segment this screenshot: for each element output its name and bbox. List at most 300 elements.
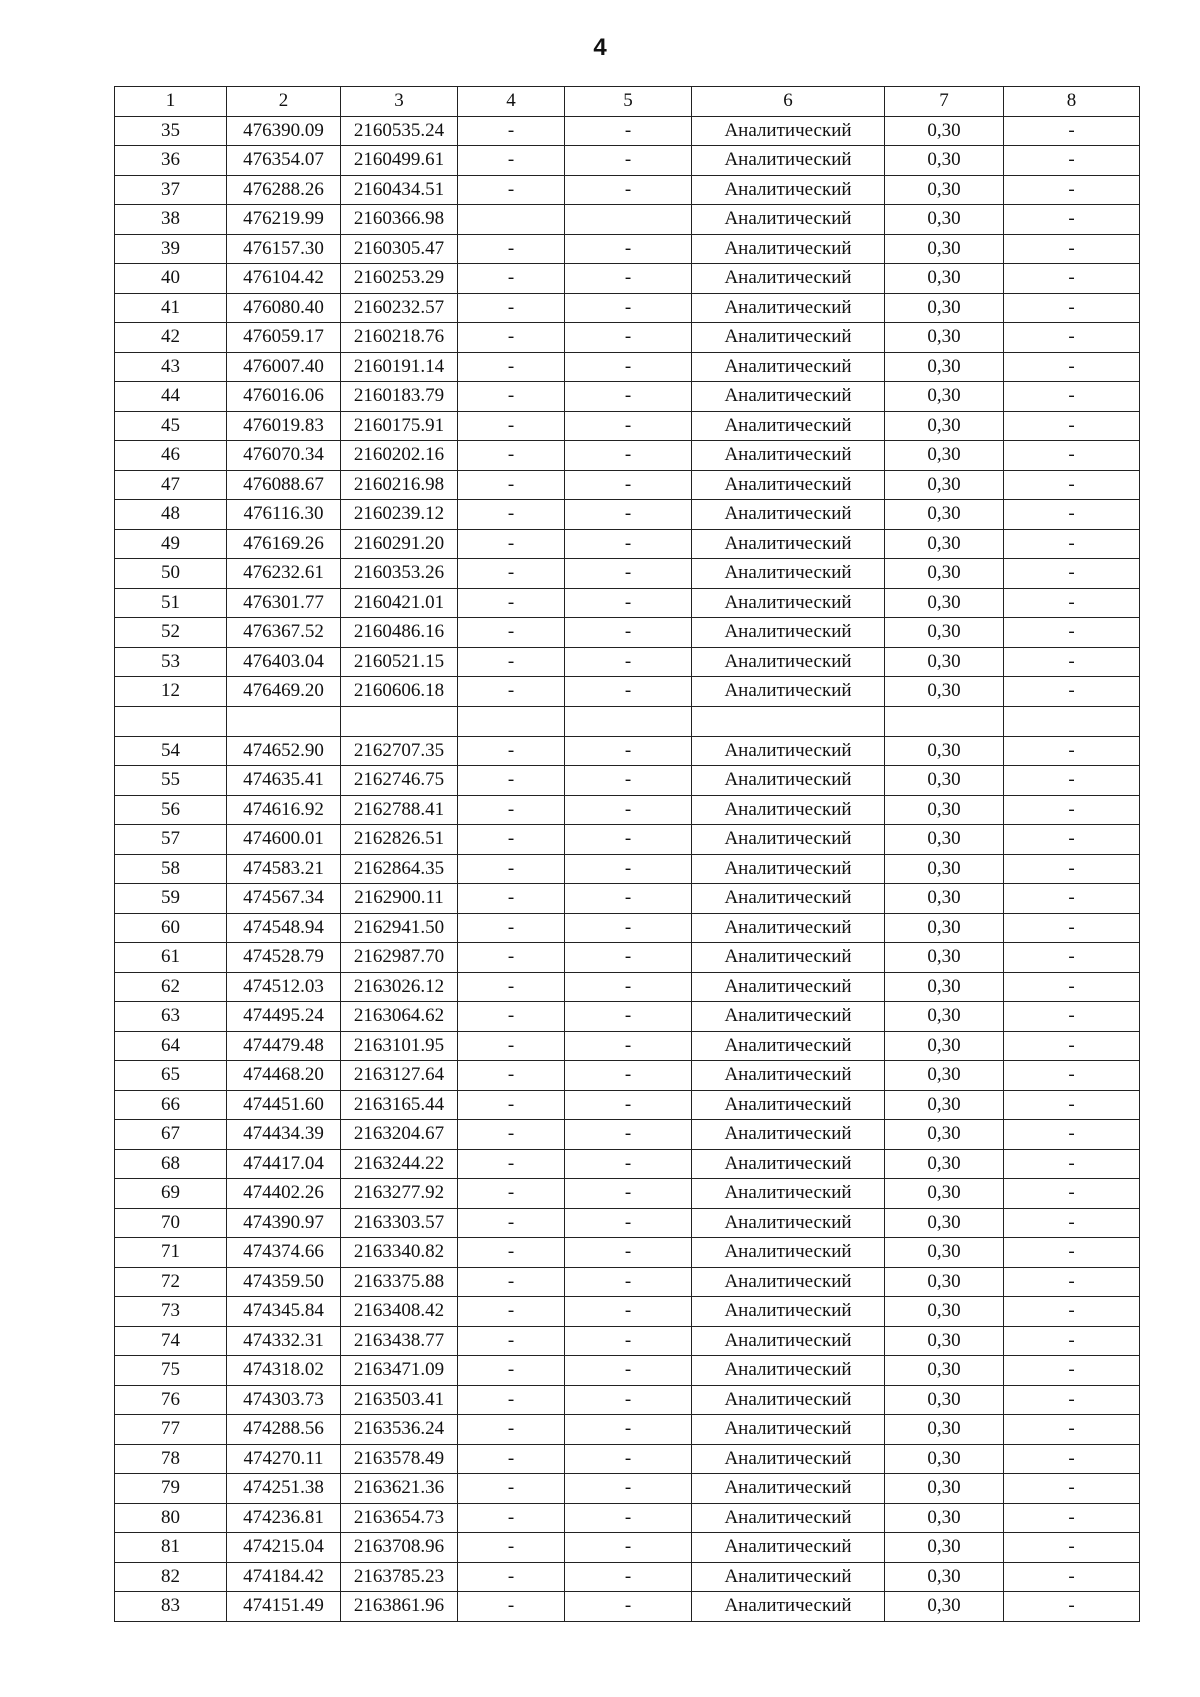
accuracy-cell: 0,30 <box>885 1474 1004 1504</box>
point-number-cell: 61 <box>115 943 227 973</box>
method-cell: Аналитический <box>692 352 885 382</box>
column-5-cell: - <box>565 1120 692 1150</box>
column-header: 5 <box>565 87 692 117</box>
method-cell: Аналитический <box>692 470 885 500</box>
column-5-cell: - <box>565 1503 692 1533</box>
table-row <box>115 1090 1140 1120</box>
column-8-cell: - <box>1004 1002 1140 1032</box>
point-number-cell: 57 <box>115 825 227 855</box>
x-coordinate-cell: 474345.84 <box>227 1297 341 1327</box>
x-coordinate-cell: 474270.11 <box>227 1444 341 1474</box>
x-coordinate-cell: 474600.01 <box>227 825 341 855</box>
page-number: 4 <box>593 34 607 61</box>
column-5-cell: - <box>565 647 692 677</box>
column-4-cell: - <box>458 116 565 146</box>
accuracy-cell: 0,30 <box>885 234 1004 264</box>
accuracy-cell: 0,30 <box>885 1120 1004 1150</box>
table-row <box>115 1503 1140 1533</box>
table-row <box>115 1562 1140 1592</box>
method-cell: Аналитический <box>692 175 885 205</box>
column-4-cell: - <box>458 766 565 796</box>
column-8-cell: - <box>1004 795 1140 825</box>
column-5-cell: - <box>565 854 692 884</box>
y-coordinate-cell: 2160421.01 <box>341 588 458 618</box>
method-cell: Аналитический <box>692 913 885 943</box>
column-8-cell: - <box>1004 1179 1140 1209</box>
point-number-cell: 35 <box>115 116 227 146</box>
x-coordinate-cell <box>227 706 341 736</box>
column-5-cell: - <box>565 1031 692 1061</box>
column-4-cell: - <box>458 234 565 264</box>
table-body <box>115 116 1140 1621</box>
column-5-cell: - <box>565 529 692 559</box>
method-cell: Аналитический <box>692 736 885 766</box>
point-number-cell: 12 <box>115 677 227 707</box>
x-coordinate-cell: 474402.26 <box>227 1179 341 1209</box>
column-4-cell: - <box>458 175 565 205</box>
column-4-cell: - <box>458 1297 565 1327</box>
accuracy-cell: 0,30 <box>885 264 1004 294</box>
column-4-cell: - <box>458 1267 565 1297</box>
table-row <box>115 116 1140 146</box>
point-number-cell: 62 <box>115 972 227 1002</box>
y-coordinate-cell: 2163708.96 <box>341 1533 458 1563</box>
x-coordinate-cell: 474417.04 <box>227 1149 341 1179</box>
column-8-cell: - <box>1004 441 1140 471</box>
method-cell: Аналитический <box>692 825 885 855</box>
method-cell: Аналитический <box>692 264 885 294</box>
point-number-cell: 41 <box>115 293 227 323</box>
y-coordinate-cell: 2160183.79 <box>341 382 458 412</box>
accuracy-cell: 0,30 <box>885 1002 1004 1032</box>
column-4-cell: - <box>458 854 565 884</box>
point-number-cell: 36 <box>115 146 227 176</box>
y-coordinate-cell: 2163654.73 <box>341 1503 458 1533</box>
method-cell: Аналитический <box>692 234 885 264</box>
table-row <box>115 264 1140 294</box>
table-row <box>115 441 1140 471</box>
table-row <box>115 559 1140 589</box>
table-row <box>115 972 1140 1002</box>
x-coordinate-cell: 476288.26 <box>227 175 341 205</box>
column-5-cell: - <box>565 943 692 973</box>
point-number-cell: 83 <box>115 1592 227 1622</box>
x-coordinate-cell: 476080.40 <box>227 293 341 323</box>
point-number-cell: 47 <box>115 470 227 500</box>
column-8-cell: - <box>1004 1503 1140 1533</box>
table-row <box>115 382 1140 412</box>
x-coordinate-cell: 474434.39 <box>227 1120 341 1150</box>
x-coordinate-cell: 474616.92 <box>227 795 341 825</box>
method-cell: Аналитический <box>692 766 885 796</box>
column-5-cell: - <box>565 352 692 382</box>
method-cell: Аналитический <box>692 529 885 559</box>
column-8-cell: - <box>1004 529 1140 559</box>
x-coordinate-cell: 476104.42 <box>227 264 341 294</box>
point-number-cell: 74 <box>115 1326 227 1356</box>
method-cell: Аналитический <box>692 1444 885 1474</box>
accuracy-cell: 0,30 <box>885 1326 1004 1356</box>
column-5-cell: - <box>565 441 692 471</box>
accuracy-cell: 0,30 <box>885 943 1004 973</box>
column-4-cell: - <box>458 352 565 382</box>
column-5-cell: - <box>565 588 692 618</box>
column-4-cell: - <box>458 1061 565 1091</box>
accuracy-cell: 0,30 <box>885 293 1004 323</box>
method-cell: Аналитический <box>692 1090 885 1120</box>
column-4-cell: - <box>458 913 565 943</box>
column-5-cell: - <box>565 116 692 146</box>
table-row <box>115 293 1140 323</box>
method-cell: Аналитический <box>692 1474 885 1504</box>
column-5-cell: - <box>565 1356 692 1386</box>
column-8-cell: - <box>1004 1267 1140 1297</box>
y-coordinate-cell: 2163578.49 <box>341 1444 458 1474</box>
method-cell: Аналитический <box>692 1297 885 1327</box>
x-coordinate-cell: 476390.09 <box>227 116 341 146</box>
column-8-cell: - <box>1004 766 1140 796</box>
accuracy-cell: 0,30 <box>885 1149 1004 1179</box>
column-8-cell: - <box>1004 382 1140 412</box>
column-5-cell: - <box>565 1415 692 1445</box>
y-coordinate-cell: 2163621.36 <box>341 1474 458 1504</box>
y-coordinate-cell: 2163277.92 <box>341 1179 458 1209</box>
accuracy-cell: 0,30 <box>885 825 1004 855</box>
column-5-cell: - <box>565 1061 692 1091</box>
column-5-cell: - <box>565 795 692 825</box>
accuracy-cell: 0,30 <box>885 1503 1004 1533</box>
method-cell: Аналитический <box>692 618 885 648</box>
column-5-cell: - <box>565 411 692 441</box>
method-cell: Аналитический <box>692 972 885 1002</box>
coordinates-table <box>114 86 1140 1622</box>
column-5-cell: - <box>565 1238 692 1268</box>
x-coordinate-cell: 476403.04 <box>227 647 341 677</box>
table-row <box>115 1297 1140 1327</box>
column-8-cell: - <box>1004 1474 1140 1504</box>
x-coordinate-cell: 476219.99 <box>227 205 341 235</box>
column-4-cell: - <box>458 736 565 766</box>
method-cell: Аналитический <box>692 588 885 618</box>
method-cell: Аналитический <box>692 1326 885 1356</box>
accuracy-cell: 0,30 <box>885 1238 1004 1268</box>
method-cell: Аналитический <box>692 1592 885 1622</box>
y-coordinate-cell: 2163064.62 <box>341 1002 458 1032</box>
column-4-cell: - <box>458 529 565 559</box>
table-row <box>115 795 1140 825</box>
y-coordinate-cell: 2160434.51 <box>341 175 458 205</box>
method-cell: Аналитический <box>692 1415 885 1445</box>
x-coordinate-cell: 474151.49 <box>227 1592 341 1622</box>
x-coordinate-cell: 474635.41 <box>227 766 341 796</box>
table-row <box>115 1120 1140 1150</box>
method-cell: Аналитический <box>692 323 885 353</box>
column-5-cell: - <box>565 1533 692 1563</box>
y-coordinate-cell: 2162941.50 <box>341 913 458 943</box>
y-coordinate-cell: 2160232.57 <box>341 293 458 323</box>
accuracy-cell: 0,30 <box>885 677 1004 707</box>
column-4-cell: - <box>458 1592 565 1622</box>
method-cell: Аналитический <box>692 1149 885 1179</box>
accuracy-cell: 0,30 <box>885 795 1004 825</box>
column-4-cell: - <box>458 500 565 530</box>
point-number-cell: 53 <box>115 647 227 677</box>
accuracy-cell: 0,30 <box>885 146 1004 176</box>
column-8-cell: - <box>1004 825 1140 855</box>
column-5-cell: - <box>565 884 692 914</box>
method-cell: Аналитический <box>692 1120 885 1150</box>
table-row <box>115 1031 1140 1061</box>
column-8-cell: - <box>1004 943 1140 973</box>
method-cell: Аналитический <box>692 1267 885 1297</box>
y-coordinate-cell: 2160535.24 <box>341 116 458 146</box>
column-5-cell: - <box>565 736 692 766</box>
point-number-cell: 43 <box>115 352 227 382</box>
y-coordinate-cell: 2160366.98 <box>341 205 458 235</box>
table-row <box>115 766 1140 796</box>
accuracy-cell: 0,30 <box>885 470 1004 500</box>
method-cell: Аналитический <box>692 1208 885 1238</box>
column-4-cell: - <box>458 1533 565 1563</box>
accuracy-cell: 0,30 <box>885 1533 1004 1563</box>
table-row <box>115 854 1140 884</box>
method-cell: Аналитический <box>692 1533 885 1563</box>
y-coordinate-cell <box>341 706 458 736</box>
y-coordinate-cell: 2163438.77 <box>341 1326 458 1356</box>
column-4-cell: - <box>458 972 565 1002</box>
point-number-cell: 66 <box>115 1090 227 1120</box>
point-number-cell: 59 <box>115 884 227 914</box>
table-row <box>115 1267 1140 1297</box>
x-coordinate-cell: 476088.67 <box>227 470 341 500</box>
column-5-cell: - <box>565 1179 692 1209</box>
table-row <box>115 913 1140 943</box>
x-coordinate-cell: 474251.38 <box>227 1474 341 1504</box>
y-coordinate-cell: 2162826.51 <box>341 825 458 855</box>
column-5-cell <box>565 205 692 235</box>
column-4-cell <box>458 205 565 235</box>
accuracy-cell: 0,30 <box>885 116 1004 146</box>
table-row <box>115 618 1140 648</box>
y-coordinate-cell: 2163471.09 <box>341 1356 458 1386</box>
method-cell: Аналитический <box>692 943 885 973</box>
column-4-cell: - <box>458 323 565 353</box>
y-coordinate-cell: 2162707.35 <box>341 736 458 766</box>
method-cell: Аналитический <box>692 1061 885 1091</box>
column-8-cell: - <box>1004 1090 1140 1120</box>
accuracy-cell: 0,30 <box>885 1297 1004 1327</box>
column-5-cell: - <box>565 825 692 855</box>
point-number-cell: 72 <box>115 1267 227 1297</box>
method-cell: Аналитический <box>692 205 885 235</box>
point-number-cell: 52 <box>115 618 227 648</box>
point-number-cell: 81 <box>115 1533 227 1563</box>
column-4-cell: - <box>458 1120 565 1150</box>
column-5-cell: - <box>565 618 692 648</box>
accuracy-cell: 0,30 <box>885 884 1004 914</box>
point-number-cell: 60 <box>115 913 227 943</box>
accuracy-cell: 0,30 <box>885 441 1004 471</box>
column-8-cell: - <box>1004 559 1140 589</box>
column-5-cell: - <box>565 972 692 1002</box>
column-4-cell: - <box>458 1562 565 1592</box>
point-number-cell: 77 <box>115 1415 227 1445</box>
accuracy-cell: 0,30 <box>885 352 1004 382</box>
method-cell: Аналитический <box>692 677 885 707</box>
column-8-cell: - <box>1004 884 1140 914</box>
column-5-cell: - <box>565 1149 692 1179</box>
column-4-cell: - <box>458 1503 565 1533</box>
y-coordinate-cell: 2163303.57 <box>341 1208 458 1238</box>
table-row <box>115 1061 1140 1091</box>
column-4-cell: - <box>458 1149 565 1179</box>
column-8-cell: - <box>1004 854 1140 884</box>
accuracy-cell: 0,30 <box>885 1179 1004 1209</box>
x-coordinate-cell: 476116.30 <box>227 500 341 530</box>
x-coordinate-cell: 476007.40 <box>227 352 341 382</box>
y-coordinate-cell: 2163861.96 <box>341 1592 458 1622</box>
x-coordinate-cell: 474332.31 <box>227 1326 341 1356</box>
y-coordinate-cell: 2160218.76 <box>341 323 458 353</box>
table-row <box>115 1444 1140 1474</box>
column-8-cell: - <box>1004 1031 1140 1061</box>
point-number-cell: 46 <box>115 441 227 471</box>
point-number-cell: 63 <box>115 1002 227 1032</box>
accuracy-cell <box>885 706 1004 736</box>
column-4-cell: - <box>458 1385 565 1415</box>
point-number-cell: 64 <box>115 1031 227 1061</box>
column-4-cell: - <box>458 618 565 648</box>
column-5-cell: - <box>565 1326 692 1356</box>
y-coordinate-cell: 2163375.88 <box>341 1267 458 1297</box>
accuracy-cell: 0,30 <box>885 854 1004 884</box>
y-coordinate-cell: 2160202.16 <box>341 441 458 471</box>
accuracy-cell: 0,30 <box>885 529 1004 559</box>
column-8-cell: - <box>1004 1297 1140 1327</box>
method-cell: Аналитический <box>692 1562 885 1592</box>
point-number-cell: 50 <box>115 559 227 589</box>
point-number-cell: 37 <box>115 175 227 205</box>
column-8-cell: - <box>1004 264 1140 294</box>
y-coordinate-cell: 2163026.12 <box>341 972 458 1002</box>
table-row <box>115 588 1140 618</box>
x-coordinate-cell: 476157.30 <box>227 234 341 264</box>
method-cell: Аналитический <box>692 854 885 884</box>
point-number-cell: 76 <box>115 1385 227 1415</box>
x-coordinate-cell: 474318.02 <box>227 1356 341 1386</box>
x-coordinate-cell: 474528.79 <box>227 943 341 973</box>
table-header <box>115 87 1140 117</box>
y-coordinate-cell: 2163340.82 <box>341 1238 458 1268</box>
column-header: 6 <box>692 87 885 117</box>
y-coordinate-cell: 2160291.20 <box>341 529 458 559</box>
accuracy-cell: 0,30 <box>885 1031 1004 1061</box>
column-8-cell: - <box>1004 146 1140 176</box>
method-cell: Аналитический <box>692 293 885 323</box>
y-coordinate-cell: 2163127.64 <box>341 1061 458 1091</box>
y-coordinate-cell: 2160216.98 <box>341 470 458 500</box>
column-8-cell: - <box>1004 1208 1140 1238</box>
column-5-cell: - <box>565 1267 692 1297</box>
table-row <box>115 647 1140 677</box>
table-row <box>115 1326 1140 1356</box>
method-cell: Аналитический <box>692 500 885 530</box>
x-coordinate-cell: 476016.06 <box>227 382 341 412</box>
accuracy-cell: 0,30 <box>885 411 1004 441</box>
method-cell: Аналитический <box>692 382 885 412</box>
point-number-cell: 42 <box>115 323 227 353</box>
column-4-cell: - <box>458 264 565 294</box>
y-coordinate-cell: 2163101.95 <box>341 1031 458 1061</box>
column-8-cell: - <box>1004 1326 1140 1356</box>
table-row <box>115 1356 1140 1386</box>
x-coordinate-cell: 474288.56 <box>227 1415 341 1445</box>
y-coordinate-cell: 2163785.23 <box>341 1562 458 1592</box>
table-row <box>115 500 1140 530</box>
y-coordinate-cell: 2160239.12 <box>341 500 458 530</box>
y-coordinate-cell: 2162987.70 <box>341 943 458 973</box>
column-4-cell: - <box>458 884 565 914</box>
column-8-cell: - <box>1004 1149 1140 1179</box>
accuracy-cell: 0,30 <box>885 323 1004 353</box>
x-coordinate-cell: 474236.81 <box>227 1503 341 1533</box>
method-cell: Аналитический <box>692 795 885 825</box>
column-8-cell: - <box>1004 736 1140 766</box>
column-4-cell: - <box>458 588 565 618</box>
y-coordinate-cell: 2162746.75 <box>341 766 458 796</box>
column-4-cell: - <box>458 943 565 973</box>
column-8-cell: - <box>1004 500 1140 530</box>
column-5-cell: - <box>565 1002 692 1032</box>
column-8-cell: - <box>1004 1415 1140 1445</box>
table-row <box>115 825 1140 855</box>
column-4-cell: - <box>458 1002 565 1032</box>
column-5-cell: - <box>565 1562 692 1592</box>
x-coordinate-cell: 474567.34 <box>227 884 341 914</box>
method-cell: Аналитический <box>692 1385 885 1415</box>
x-coordinate-cell: 474583.21 <box>227 854 341 884</box>
column-8-cell: - <box>1004 293 1140 323</box>
x-coordinate-cell: 476070.34 <box>227 441 341 471</box>
x-coordinate-cell: 474215.04 <box>227 1533 341 1563</box>
column-5-cell: - <box>565 1208 692 1238</box>
accuracy-cell: 0,30 <box>885 913 1004 943</box>
table-row <box>115 529 1140 559</box>
point-number-cell: 55 <box>115 766 227 796</box>
table-row <box>115 1474 1140 1504</box>
y-coordinate-cell: 2163244.22 <box>341 1149 458 1179</box>
y-coordinate-cell: 2163204.67 <box>341 1120 458 1150</box>
x-coordinate-cell: 476469.20 <box>227 677 341 707</box>
column-5-cell: - <box>565 470 692 500</box>
column-8-cell: - <box>1004 1238 1140 1268</box>
accuracy-cell: 0,30 <box>885 382 1004 412</box>
table-row <box>115 1208 1140 1238</box>
column-header: 4 <box>458 87 565 117</box>
column-5-cell: - <box>565 264 692 294</box>
y-coordinate-cell: 2163408.42 <box>341 1297 458 1327</box>
column-4-cell: - <box>458 441 565 471</box>
table-row <box>115 1179 1140 1209</box>
column-4-cell: - <box>458 1179 565 1209</box>
x-coordinate-cell: 476354.07 <box>227 146 341 176</box>
table-row <box>115 736 1140 766</box>
column-5-cell: - <box>565 766 692 796</box>
x-coordinate-cell: 474184.42 <box>227 1562 341 1592</box>
table-row <box>115 884 1140 914</box>
point-number-cell: 54 <box>115 736 227 766</box>
x-coordinate-cell: 476059.17 <box>227 323 341 353</box>
